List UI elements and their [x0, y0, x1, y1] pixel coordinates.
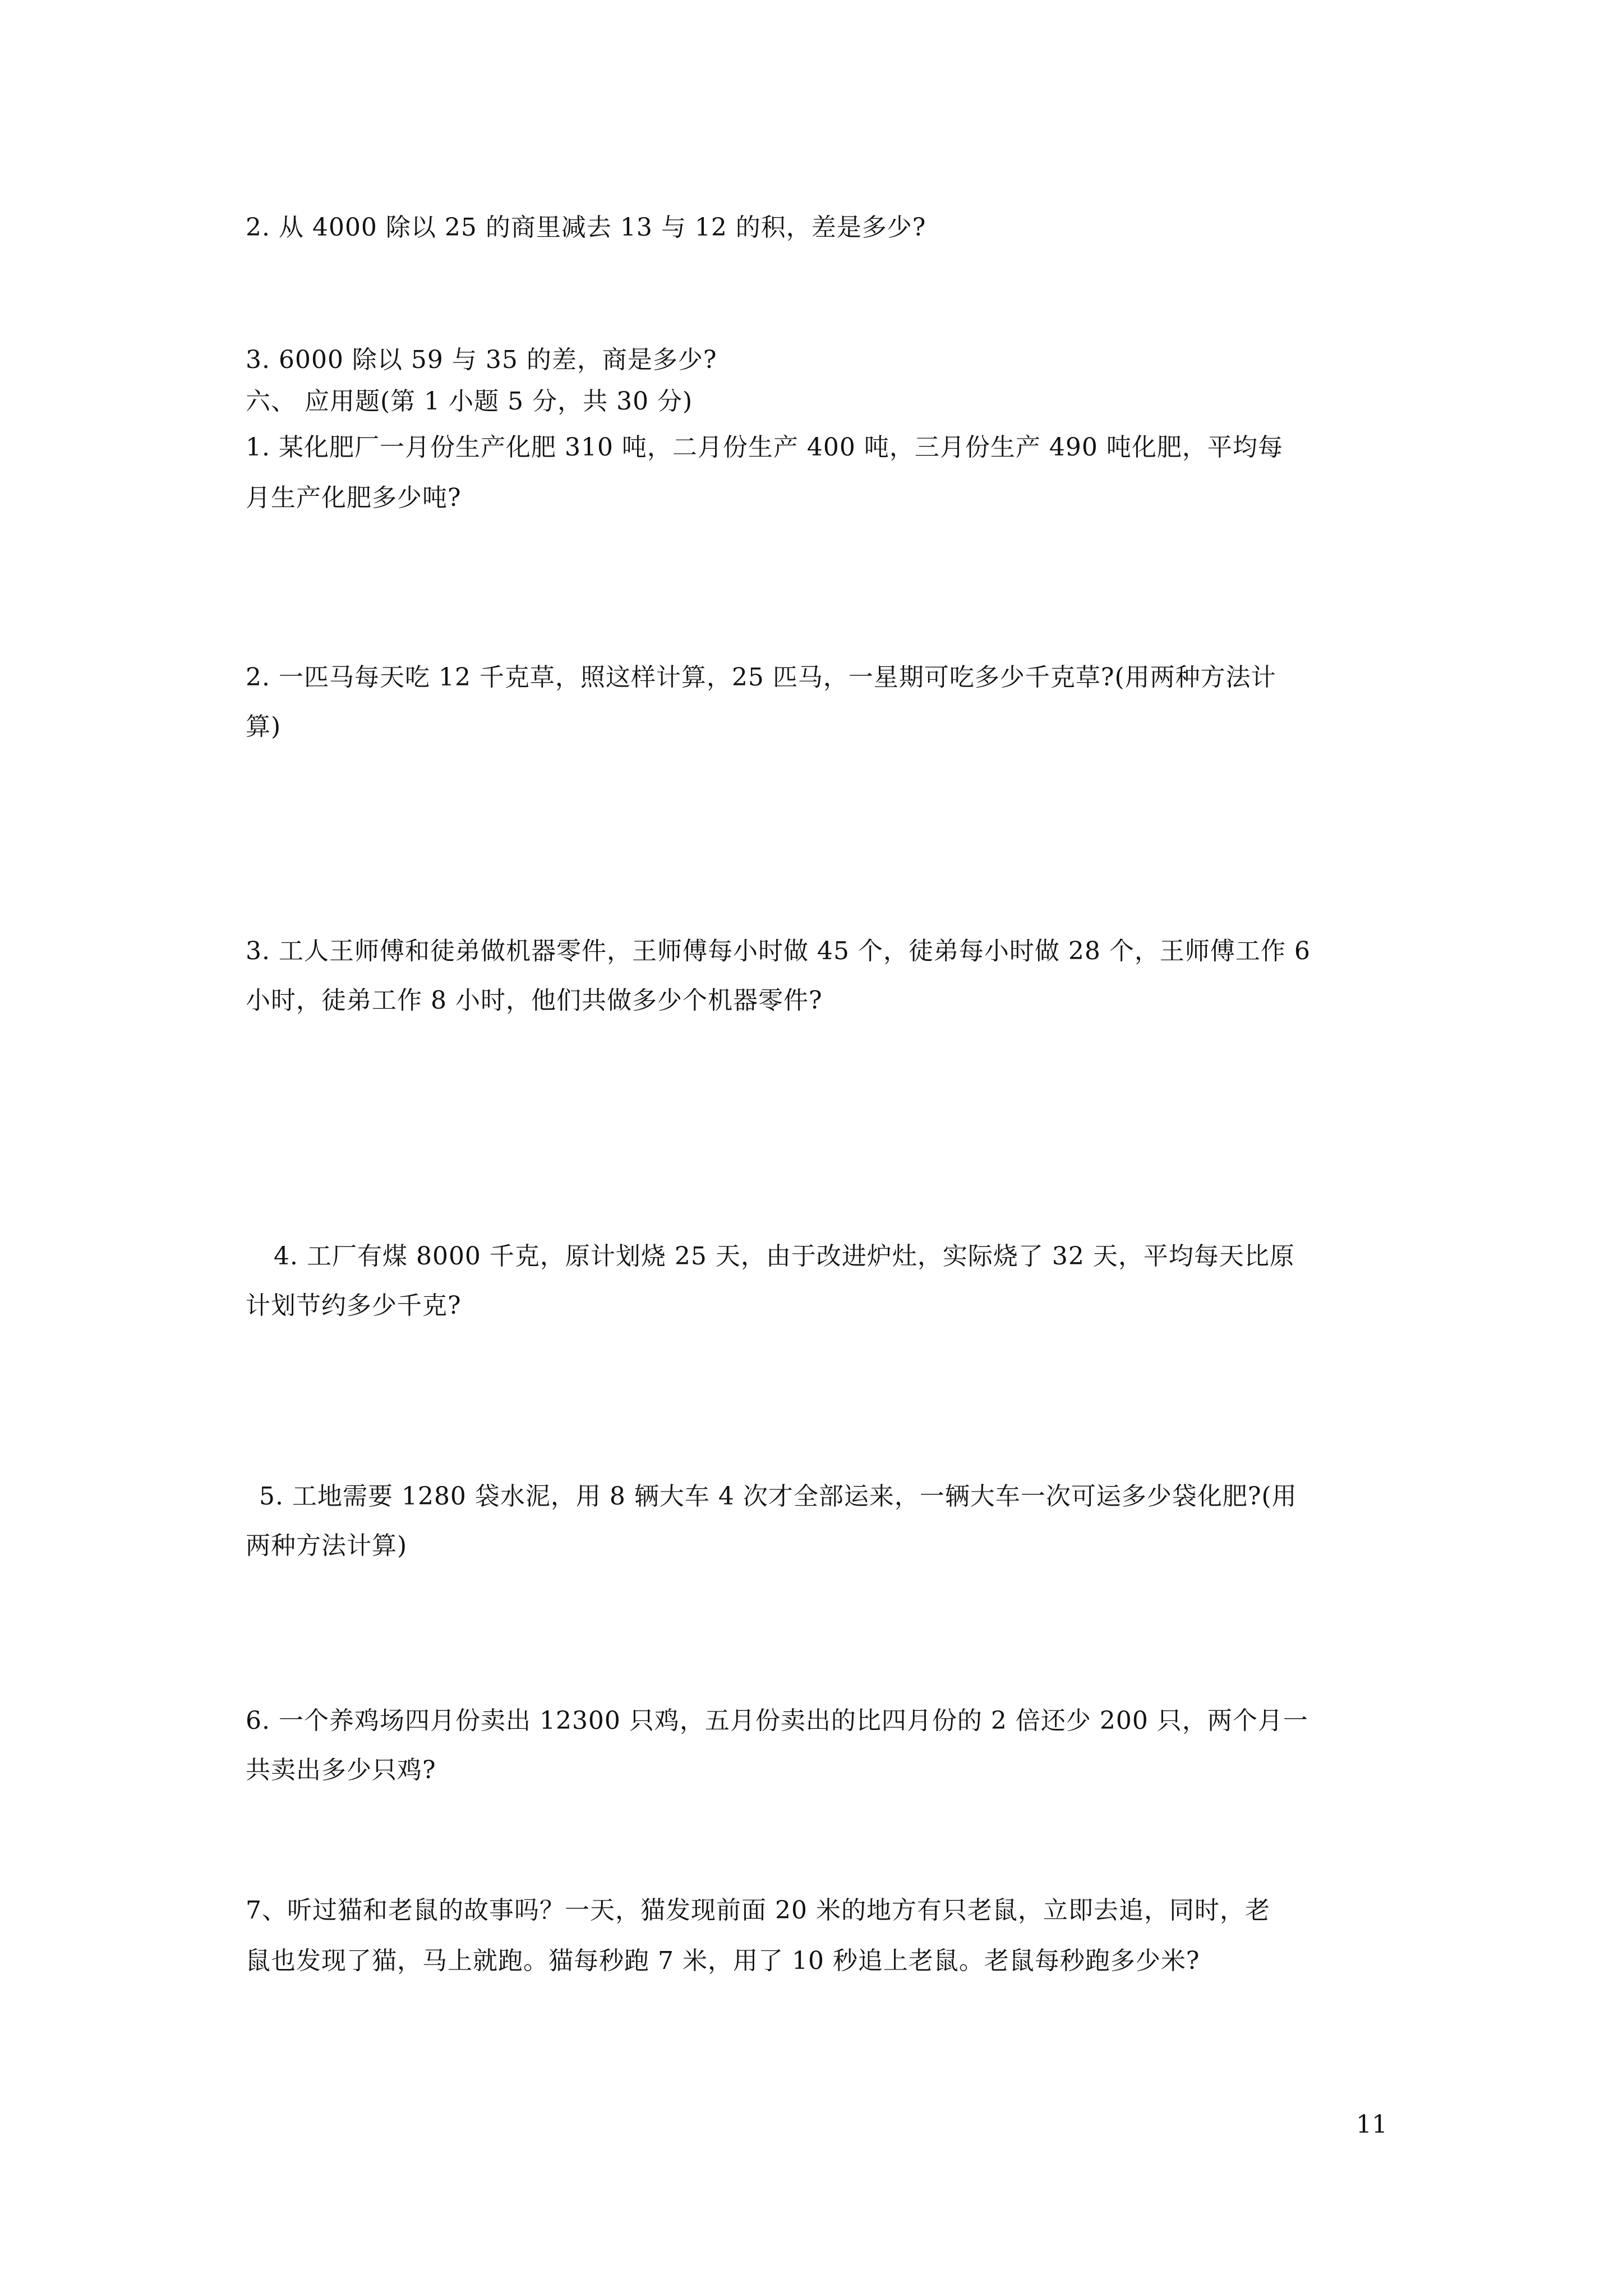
section-six-heading: 六、 应用题(第 1 小题 5 分，共 30 分) — [246, 387, 693, 416]
app-question-2-line-2: 算) — [246, 712, 282, 741]
app-question-6-line-1: 6. 一个养鸡场四月份卖出 12300 只鸡，五月份卖出的比四月份的 2 倍还少 200 只，两个月一 — [246, 1706, 1308, 1735]
app-question-4-line-2: 计划节约多少千克? — [246, 1291, 462, 1320]
app-question-1-line-1: 1. 某化肥厂一月份生产化肥 310 吨，二月份生产 400 吨，三月份生产 490 吨化肥，平均每 — [246, 433, 1283, 462]
app-question-6-line-2: 共卖出多少只鸡? — [246, 1756, 436, 1784]
app-question-3-line-2: 小时，徒弟工作 8 小时，他们共做多少个机器零件? — [246, 986, 823, 1015]
app-question-7-line-2: 鼠也发现了猫，马上就跑。猫每秒跑 7 米，用了 10 秒追上老鼠。老鼠每秒跑多少米? — [246, 1947, 1200, 1975]
question-3-line: 3. 6000 除以 59 与 35 的差，商是多少? — [246, 346, 717, 374]
app-question-4-line-1: 4. 工厂有煤 8000 千克，原计划烧 25 天，由于改进炉灶，实际烧了 32 天，平均每天比原 — [274, 1242, 1295, 1271]
app-question-2-line-1: 2. 一匹马每天吃 12 千克草，照这样计算，25 匹马，一星期可吃多少千克草?(用两种方法计 — [246, 663, 1276, 692]
app-question-3-line-1: 3. 工人王师傅和徒弟做机器零件，王师傅每小时做 45 个，徒弟每小时做 28 个，王师傅工作 6 — [246, 937, 1311, 965]
page-number: 11 — [1356, 2110, 1387, 2139]
question-2-line: 2. 从 4000 除以 25 的商里减去 13 与 12 的积，差是多少? — [246, 213, 926, 242]
app-question-1-line-2: 月生产化肥多少吨? — [246, 484, 462, 512]
app-question-5-line-2: 两种方法计算) — [246, 1531, 408, 1560]
app-question-7-line-1: 7、听过猫和老鼠的故事吗？一天，猫发现前面 20 米的地方有只老鼠，立即去追，同时，老 — [246, 1896, 1270, 1925]
app-question-5-line-1: 5. 工地需要 1280 袋水泥，用 8 辆大车 4 次才全部运来，一辆大车一次可运多少袋化肥?(用 — [259, 1482, 1297, 1511]
